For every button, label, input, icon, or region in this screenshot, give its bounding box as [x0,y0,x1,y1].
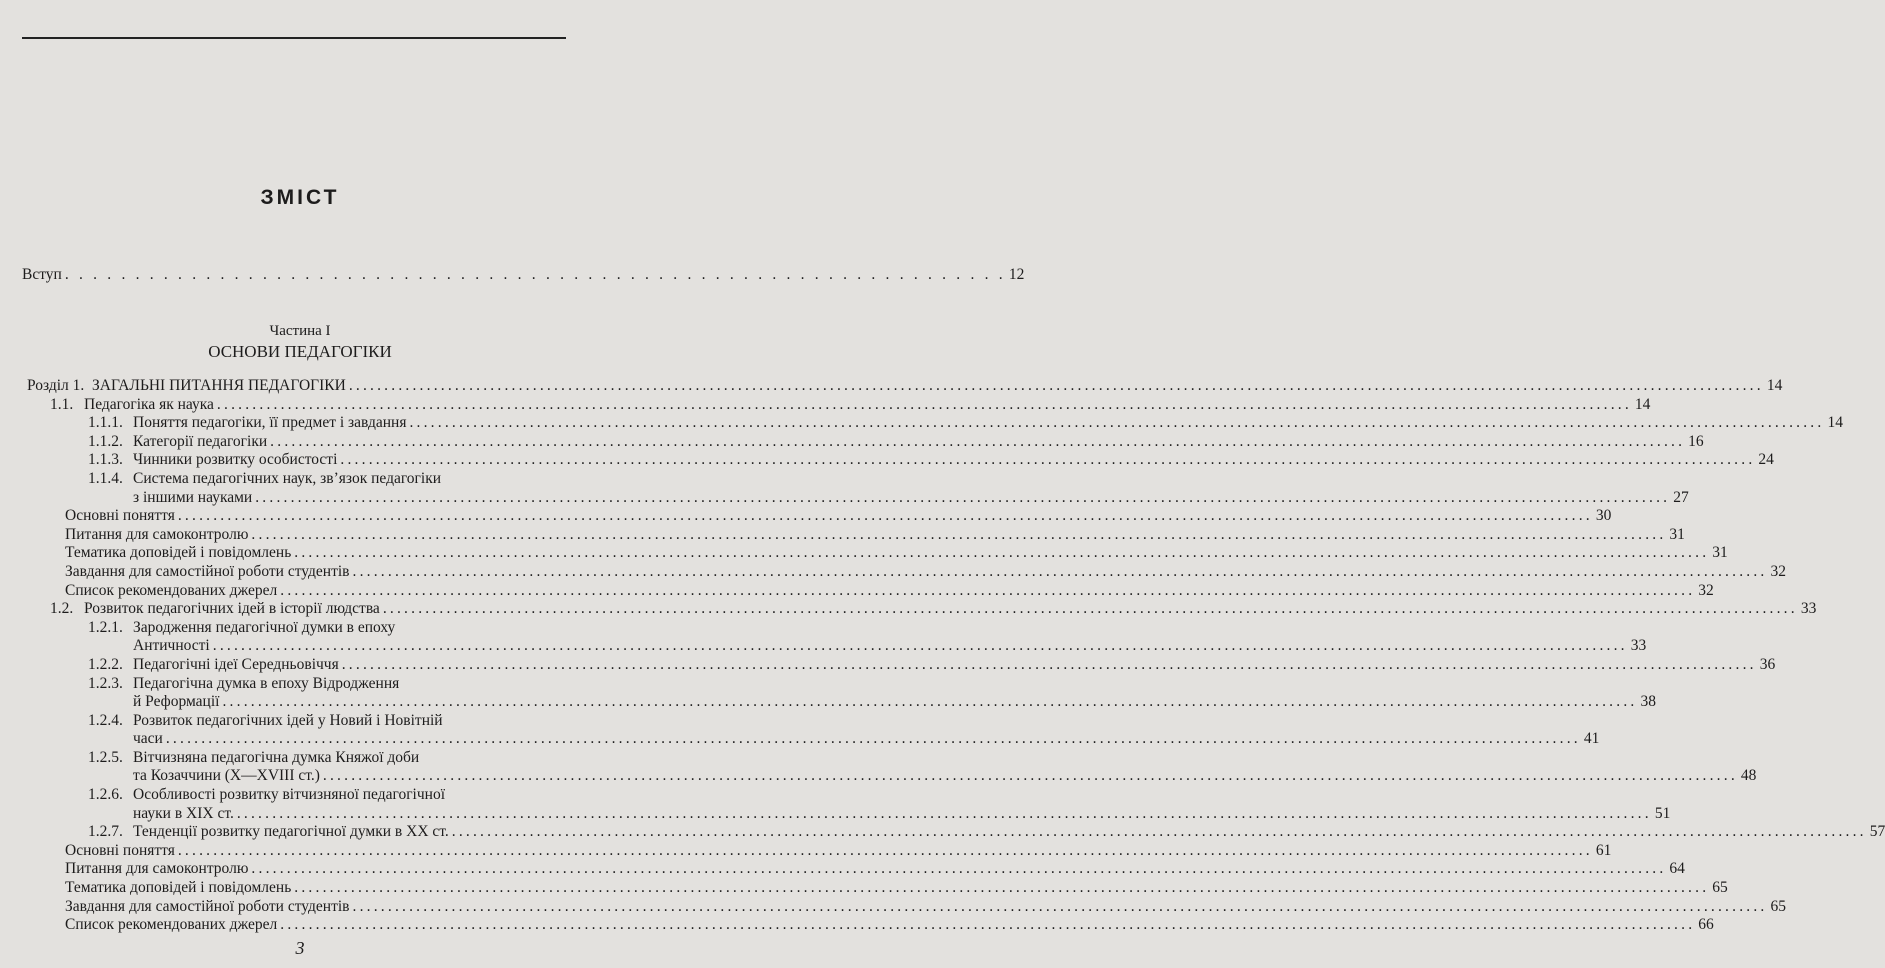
toc-entry[interactable] [0,916,1714,935]
toc-entry[interactable] [0,377,1783,396]
entry-page: 31 [1669,525,1685,543]
entry-label: Педагогіка як наука [84,395,214,413]
entry-page: 51 [1654,804,1671,822]
dot-leader: ........................................................................................................................................................................................................ [270,432,1686,450]
entry-page: 33 [1630,637,1647,655]
dot-leader: ........................................................................................................................................................................................................ [294,879,1710,897]
dot-leader: ........................................................................................................................................................................................................ [340,451,1756,469]
dot-leader: ........................................................................................................................................................................................................ [451,823,1867,841]
entry-page: 24 [1758,451,1774,469]
entry-page: 36 [1759,655,1776,673]
entry-label: Розвиток педагогічних ідей у Новий і Новітній [133,711,443,729]
toc-entry[interactable] [0,860,1685,879]
toc-entry[interactable] [0,879,1728,898]
part-name: ОСНОВИ ПЕДАГОГІКИ [208,342,392,361]
entry-label: Вступ [22,266,62,283]
part-label: Частина I [269,323,331,339]
entry-label: Розвиток педагогічних ідей в історії людства [84,600,380,618]
toc-entry[interactable] [0,897,1786,917]
toc-entry-continuation[interactable] [0,637,1647,656]
toc-entry-intro[interactable] [22,266,1025,284]
page-title: ЗМІСТ [260,186,340,209]
entry-page: 57 [1869,823,1885,841]
entry-label: Чинники розвитку особистості [133,451,338,469]
dot-leader: . . . . . . . . . . . . . . . . . . . . . . . . . . . . . . . . . . . . . . . . . . . . . . . . . . . . . . . . . . . . . . . . . . . [64,266,1006,283]
entry-page: 14 [1634,395,1651,413]
entry-page: 33 [1800,600,1817,618]
dot-leader: ........................................................................................................................................................................................................ [294,544,1710,562]
toc-entry[interactable] [0,600,1817,619]
dot-leader: ........................................................................................................................................................................................................ [216,395,1632,413]
toc-entry[interactable] [0,544,1728,563]
dot-leader: ........................................................................................................................................................................................................ [251,860,1667,878]
entry-number: 1.2.2. [88,655,123,673]
entry-page: 27 [1673,488,1689,506]
dot-leader: ........................................................................................................................................................................................................ [212,637,1628,655]
toc-entry[interactable] [0,786,600,805]
entry-label: Завдання для самостійної роботи студентів [65,562,350,580]
toc-entry[interactable] [0,395,1651,415]
entry-page: 31 [1712,544,1728,562]
entry-label: Завдання для самостійної роботи студентів [65,897,350,915]
entry-number: 1.2.7. [88,823,123,841]
dot-leader: ........................................................................................................................................................................................................ [280,916,1696,934]
dot-leader: ........................................................................................................................................................................................................ [255,488,1671,506]
dot-leader: ........................................................................................................................................................................................................ [177,841,1593,859]
entry-number: 1.2. [50,600,74,618]
toc-entry[interactable] [0,619,600,638]
entry-page: 38 [1640,693,1656,711]
entry-label: Педагогічна думка в епоху Відродження [133,674,400,692]
entry-page: 32 [1770,562,1786,580]
entry-label: Категорії педагогіки [133,432,268,450]
entry-label: науки в XIX ст. [133,804,234,822]
entry-label: Питання для самоконтролю [65,525,249,543]
entry-page: 66 [1698,916,1714,934]
toc-entry[interactable] [0,470,600,489]
toc-entry-continuation[interactable] [0,488,1689,508]
entry-label: Тематика доповідей і повідомлень [65,544,292,562]
entry-label: Вітчизняна педагогічна думка Княжої доби [133,748,420,766]
entry-page: 14 [1766,377,1783,394]
entry-number: Розділ 1. [27,377,85,394]
dot-leader: ........................................................................................................................................................................................................ [352,897,1768,915]
page-number: 3 [295,938,305,958]
entry-page: 64 [1669,860,1685,878]
toc-entry[interactable] [0,432,1704,452]
entry-label: часи [133,730,163,748]
entry-page: 41 [1583,730,1600,748]
entry-label: та Козаччини (X—XVIII ст.) [133,767,320,785]
dot-leader: ........................................................................................................................................................................................................ [236,804,1652,822]
entry-label: з іншими науками [133,488,253,506]
toc-entry-continuation[interactable] [0,804,1671,824]
entry-label: Античності [133,637,210,655]
entry-number: 1.2.6. [88,786,123,804]
entry-page: 30 [1595,507,1612,525]
toc-entry-continuation[interactable] [0,767,1757,786]
dot-leader: ........................................................................................................................................................................................................ [382,600,1798,618]
entry-label: Педагогічні ідеї Середньовіччя [133,655,339,673]
toc-entry-continuation[interactable] [0,693,1656,712]
toc-entry[interactable] [0,581,1714,601]
dot-leader: ........................................................................................................................................................................................................ [251,525,1667,543]
entry-page: 16 [1688,432,1704,450]
entry-label: Система педагогічних наук, зв’язок педагогіки [133,469,442,487]
toc-entry[interactable] [0,507,1612,526]
dot-leader: ........................................................................................................................................................................................................ [165,730,1581,748]
entry-page: 12 [1008,266,1025,283]
dot-leader: ........................................................................................................................................................................................................ [409,414,1825,432]
toc-entry[interactable] [0,712,600,731]
dot-leader: ........................................................................................................................................................................................................ [352,562,1768,580]
header-rule [22,37,566,39]
toc-entry[interactable] [0,675,600,694]
dot-leader: ........................................................................................................................................................................................................ [348,377,1764,394]
entry-number: 1.1.4. [88,469,123,487]
entry-label: Список рекомендованих джерел [65,581,278,599]
toc-entry[interactable] [0,451,1774,470]
entry-page: 48 [1740,767,1757,785]
entry-label: Основні поняття [65,841,175,859]
entry-label: Питання для самоконтролю [65,860,249,878]
table-of-contents [0,377,1885,935]
dot-leader: ........................................................................................................................................................................................................ [280,581,1696,599]
toc-entry[interactable] [0,414,1843,433]
entry-label: Список рекомендованих джерел [65,916,278,934]
entry-page: 14 [1827,414,1843,432]
entry-label: Основні поняття [65,507,175,525]
entry-page: 65 [1712,879,1728,897]
entry-label: Тематика доповідей і повідомлень [65,879,292,897]
dot-leader: ........................................................................................................................................................................................................ [222,693,1638,711]
toc-entry[interactable] [0,823,1885,842]
entry-number: 1.1.1. [88,414,123,432]
dot-leader: ........................................................................................................................................................................................................ [177,507,1593,525]
entry-number: 1.1.2. [88,432,123,450]
entry-number: 1.2.5. [88,748,123,766]
entry-number: 1.1. [50,395,74,413]
toc-entry[interactable] [0,655,1776,675]
entry-page: 61 [1595,841,1612,859]
dot-leader: ........................................................................................................................................................................................................ [322,767,1738,785]
entry-label: ЗАГАЛЬНІ ПИТАННЯ ПЕДАГОГІКИ [92,377,346,394]
entry-number: 1.1.3. [88,451,123,469]
entry-label: Тенденції розвитку педагогічної думки в XX ст. [133,823,449,841]
entry-page: 32 [1698,581,1714,599]
dot-leader: ........................................................................................................................................................................................................ [341,655,1757,673]
entry-label: Особливості розвитку вітчизняної педагогічної [133,786,446,804]
entry-page: 65 [1770,897,1786,915]
entry-number: 1.2.1. [88,618,123,636]
toc-entry[interactable] [0,562,1786,582]
toc-entry-continuation[interactable] [0,730,1600,749]
entry-label: Зародження педагогічної думки в епоху [133,618,396,636]
toc-entry[interactable] [0,841,1612,861]
entry-label: й Реформації [133,693,220,711]
toc-entry[interactable] [0,525,1685,545]
entry-number: 1.2.4. [88,711,123,729]
entry-number: 1.2.3. [88,674,123,692]
toc-entry[interactable] [0,749,600,768]
entry-label: Поняття педагогіки, її предмет і завдання [133,414,407,432]
